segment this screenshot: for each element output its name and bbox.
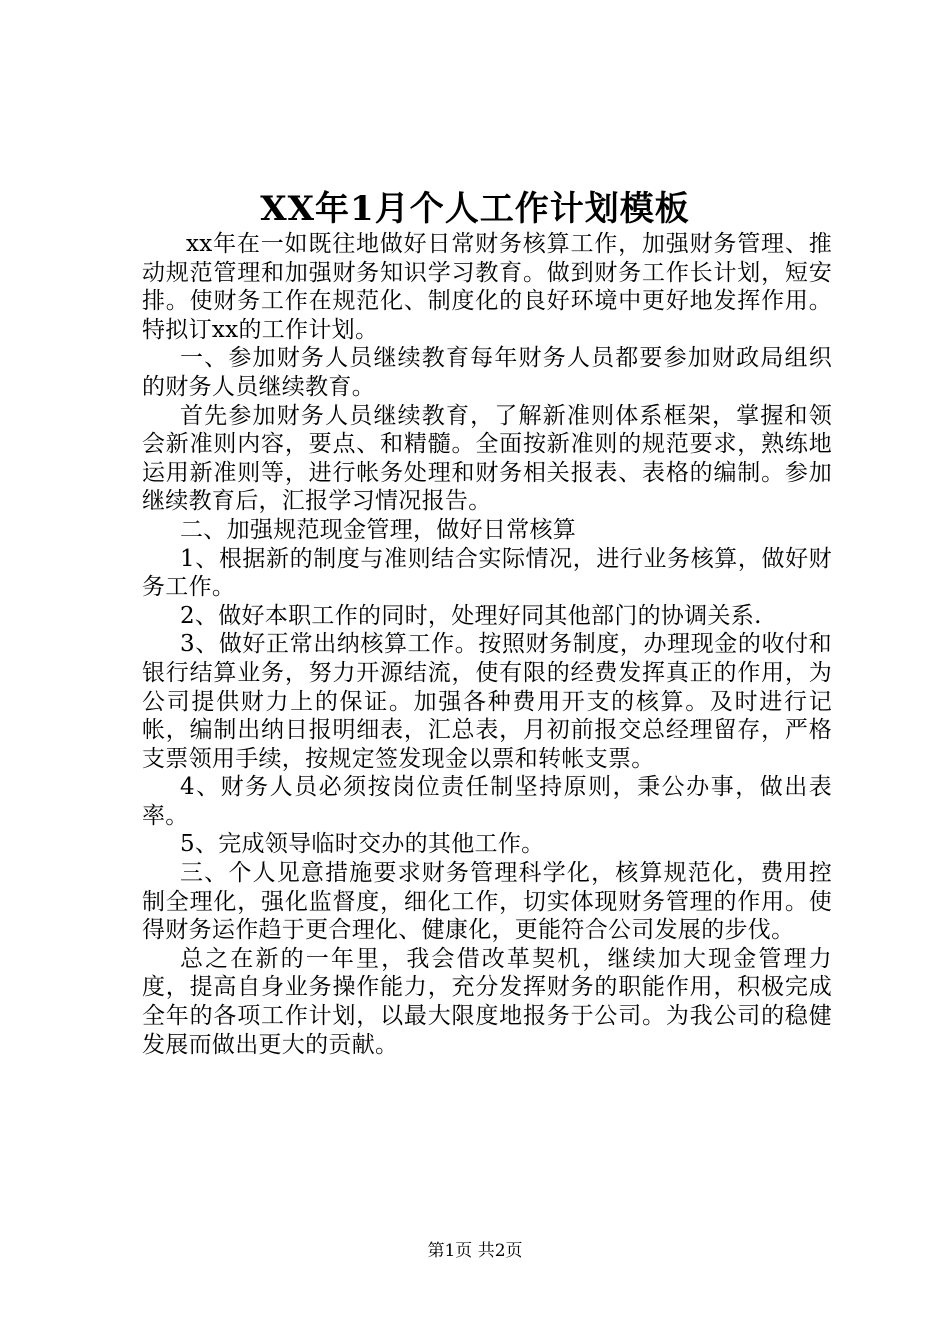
- list-item-3: 3、做好正常出纳核算工作。按照财务制度，办理现金的收付和银行结算业务，努力开源结流，使有限的经费发挥真正的作用，为公司提供财力上的保证。加强各种费用开支的核算。及时进行记帐，编制出纳日报明细表，汇总表，月初前报交总经理留存，严格支票领用手续，按规定签发现金以票和转帐支票。: [142, 631, 832, 772]
- list-item-5: 5、完成领导临时交办的其他工作。: [180, 831, 545, 858]
- paragraph-section-3: 三、个人见意措施要求财务管理科学化，核算规范化，费用控制全理化，强化监督度，细化工作，切实体现财务管理的作用。使得财务运作趋于更合理化、健康化，更能符合公司发展的步伐。: [142, 860, 832, 944]
- list-item-4: 4、财务人员必须按岗位责任制坚持原则，秉公办事，做出表率。: [142, 774, 832, 829]
- paragraph-conclusion: 总之在新的一年里，我会借改革契机，继续加大现金管理力度，提高自身业务操作能力，充分发挥财务的职能作用，积极完成全年的各项工作计划，以最大限度地报务于公司。为我公司的稳健发展而做出更大的贡献。: [142, 945, 832, 1058]
- page-number-footer: 第1页 共2页: [427, 1241, 523, 1261]
- paragraph-section-1-heading: 一、参加财务人员继续教育每年财务人员都要参加财政局组织的财务人员继续教育。: [142, 345, 832, 400]
- document-body: [142, 230, 832, 1059]
- paragraph-section-2-heading: 二、加强规范现金管理，做好日常核算: [180, 516, 577, 543]
- list-item-2: 2、做好本职工作的同时，处理好同其他部门的协调关系.: [180, 602, 762, 629]
- page-title: XX年1月个人工作计划模板: [260, 189, 690, 229]
- list-item-1: 1、根据新的制度与准则结合实际情况，进行业务核算，做好财务工作。: [142, 545, 832, 601]
- paragraph-section-1-detail: 首先参加财务人员继续教育，了解新准则体系框架，掌握和领会新准则内容，要点、和精髓。全面按新准则的规范要求，熟练地运用新准则等，进行帐务处理和财务相关报表、表格的编制。参加继续教育后，汇报学习情况报告。: [142, 402, 832, 515]
- paragraph-intro: xx年在一如既往地做好日常财务核算工作，加强财务管理、推动规范管理和加强财务知识学习教育。做到财务工作长计划，短安排。使财务工作在规范化、制度化的良好环境中更好地发挥作用。特拟订xx的工作计划。: [142, 231, 832, 343]
